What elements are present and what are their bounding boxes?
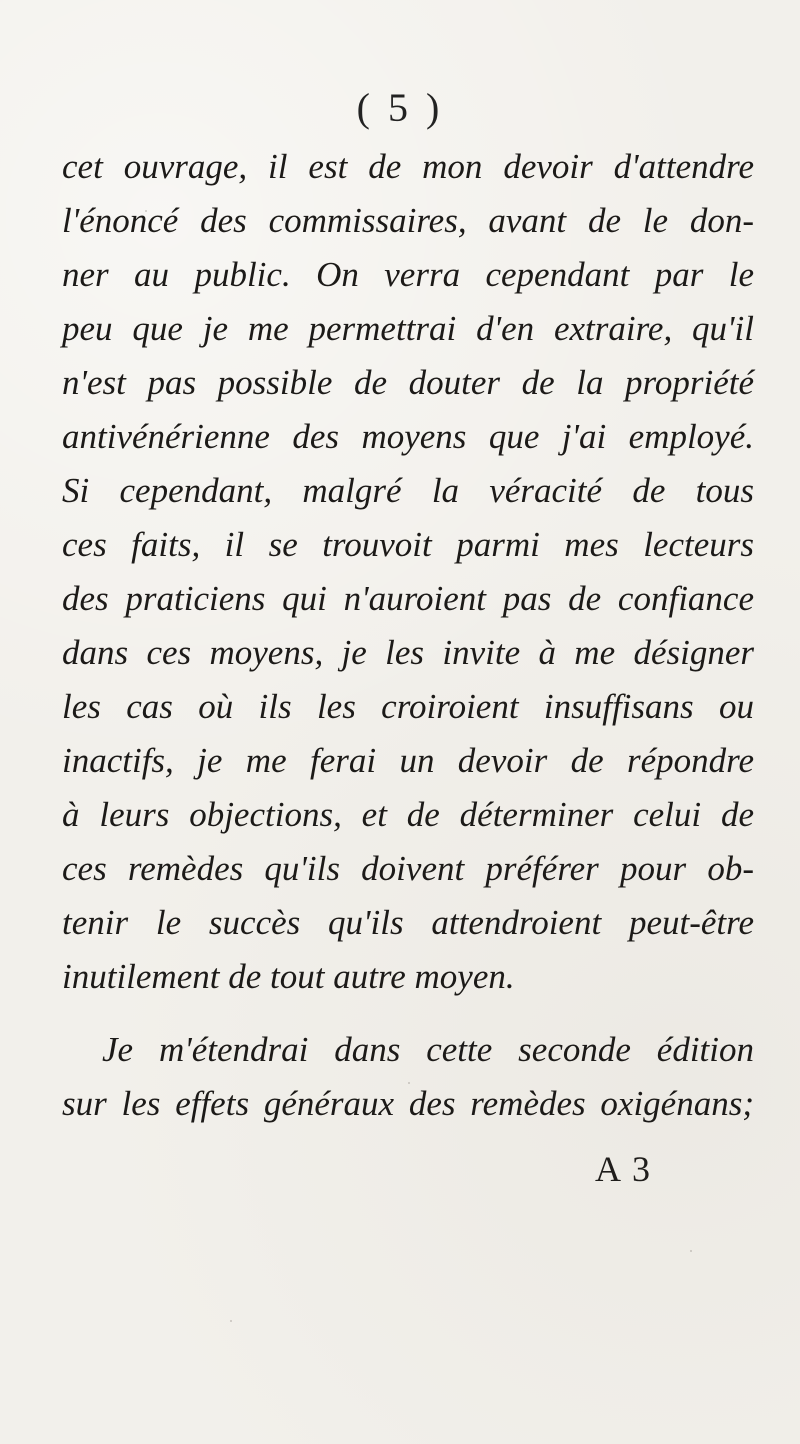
text-line: inutilement de tout autre moyen. (62, 957, 515, 996)
text-line: tenir le succès qu'ils attendroient peut-être (62, 903, 754, 942)
text-line: à leurs objections, et de déterminer celui de (62, 795, 754, 834)
signature-mark: A 3 (595, 1149, 653, 1189)
paragraph-gap (62, 1004, 754, 1023)
text-line: dans ces moyens, je les invite à me désigner (62, 633, 754, 672)
paper-speck (230, 1320, 232, 1322)
text-line: cet ouvrage, il est de mon devoir d'attendre (62, 147, 754, 186)
text-line: ner au public. On verra cependant par le (62, 255, 754, 294)
paper-speck (408, 1082, 410, 1084)
paper-speck (145, 210, 147, 212)
text-line: n'est pas possible de douter de la propriété (62, 363, 754, 402)
paper-speck (620, 338, 622, 340)
text-line: des praticiens qui n'auroient pas de confiance (62, 579, 754, 618)
paper-speck (690, 1250, 692, 1252)
text-line: l'énoncé des commissaires, avant de le don- (62, 201, 754, 240)
text-line: les cas où ils les croiroient insuffisans ou (62, 687, 754, 726)
text-line: sur les effets généraux des remèdes oxigénans; (62, 1084, 754, 1123)
text-line: ces remèdes qu'ils doivent préférer pour ob- (62, 849, 754, 888)
text-line: inactifs, je me ferai un devoir de répondre (62, 741, 754, 780)
text-line: Si cependant, malgré la véracité de tous (62, 471, 754, 510)
text-line: antivénérienne des moyens que j'ai employé. (62, 417, 754, 456)
page-number: ( 5 ) (356, 85, 444, 130)
text-line: ces faits, il se trouvoit parmi mes lecteurs (62, 525, 754, 564)
text-line: Je m'étendrai dans cette seconde édition (102, 1030, 754, 1069)
text-line: peu que je me permettrai d'en extraire, qu'il (62, 309, 754, 348)
body-text (62, 140, 754, 1131)
